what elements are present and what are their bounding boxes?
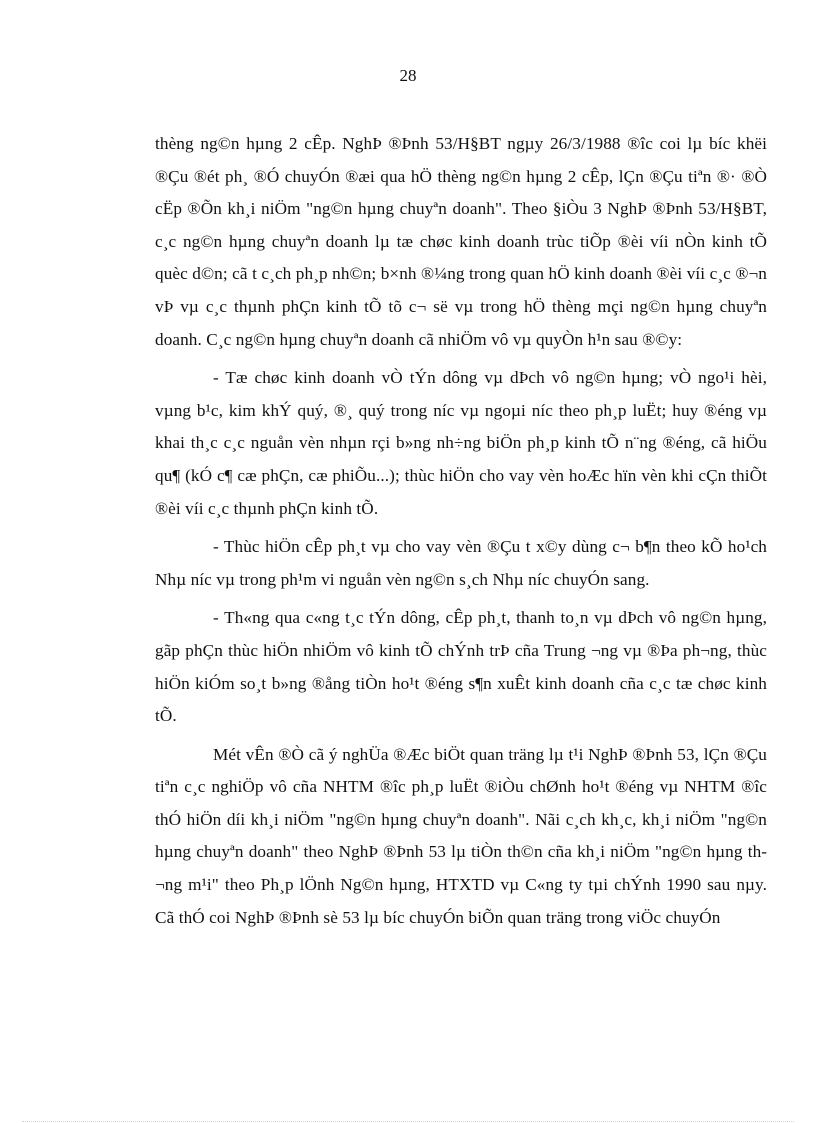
page-number: 28 [399,66,417,85]
paragraph-significance: Mét vÊn ®Ò cã ý nghÜa ®Æc biÖt quan träng lµ t¹i NghÞ ®Þnh 53, lÇn ®Çu tiªn c¸c nghiÖp vô cña NHTM ®îc ph¸p luËt ®iÒu chØnh ho¹t ®éng vµ NHTM ®îc thÓ hiÖn díi kh¸i niÖm "ng©n hµng chuyªn doanh". Nãi c¸ch kh¸c, kh¸i niÖm "ng©n hµng chuyªn doanh" theo NghÞ ®Þnh 53 lµ tiÒn th©n cña kh¸i niÖm "ng©n hµng th¬ng m¹i" theo Ph¸p lÖnh Ng©n hµng, HTXTD vµ C«ng ty tµi chÝnh 1990 sau nµy. Cã thÓ coi NghÞ ®Þnh sè 53 lµ bíc chuyÓn biÕn quan träng trong viÖc chuyÓn [155,744,767,927]
paragraph-duty-investment: - Thùc hiÖn cÊp ph¸t vµ cho vay vèn ®Çu t x©y dùng c¬ b¶n theo kÕ ho¹ch Nhµ níc vµ trong ph¹m vi nguån vèn ng©n s¸ch Nhµ níc chuyÓn sang. [155,537,767,589]
document-body [155,128,767,940]
paragraph-intro: thèng ng©n hµng 2 cÊp. NghÞ ®Þnh 53/H§BT ngµy 26/3/1988 ®îc coi lµ bíc khëi ®Çu ®ét ph¸ ®Ó chuyÓn ®æi qua hÖ thèng ng©n hµng 2 cÊp, lÇn ®Çu tiªn ®· ®Ò cËp ®Õn kh¸i niÖm "ng©n hµng chuyªn doanh". Theo §iÒu 3 NghÞ ®Þnh 53/H§BT, c¸c ng©n hµng chuyªn doanh lµ tæ chøc kinh doanh trùc tiÕp ®èi víi nÒn kinh tÕ quèc d©n; cã t c¸ch ph¸p nh©n; b×nh ®¼ng trong quan hÖ kinh doanh ®èi víi c¸c ®¬n vÞ vµ c¸c thµnh phÇn kinh tÕ tõ c¬ së vµ trong hÖ thèng mçi ng©n hµng chuyªn doanh. C¸c ng©n hµng chuyªn doanh cã nhiÖm vô vµ quyÒn h¹n sau ®©y: [155,134,767,349]
paragraph-duty-credit: - Tæ chøc kinh doanh vÒ tÝn dông vµ dÞch vô ng©n hµng; vÒ ngo¹i hèi, vµng b¹c, kim khÝ quý, ®¸ quý trong níc vµ ngoµi níc theo ph¸p luËt; huy ®éng vµ khai th¸c c¸c nguån vèn nhµn rçi b»ng nh÷ng biÖn ph¸p kinh tÕ n¨ng ®éng, cã hiÖu qu¶ (kÓ c¶ cæ phÇn, cæ phiÕu...); thùc hiÖn cho vay vèn hoÆc hïn vèn khi cÇn thiÕt ®èi víi c¸c thµnh phÇn kinh tÕ. [155,368,767,518]
paragraph-duty-control: - Th«ng qua c«ng t¸c tÝn dông, cÊp ph¸t, thanh to¸n vµ dÞch vô ng©n hµng, gãp phÇn thùc hiÖn nhiÖm vô kinh tÕ chÝnh trÞ cña Trung ¬ng vµ ®Þa ph¬ng, thùc hiÖn kiÓm so¸t b»ng ®ång tiÒn ho¹t ®éng s¶n xuÊt kinh doanh cña c¸c tæ chøc kinh tÕ. [155,608,767,726]
page-bottom-divider [22,1121,794,1122]
